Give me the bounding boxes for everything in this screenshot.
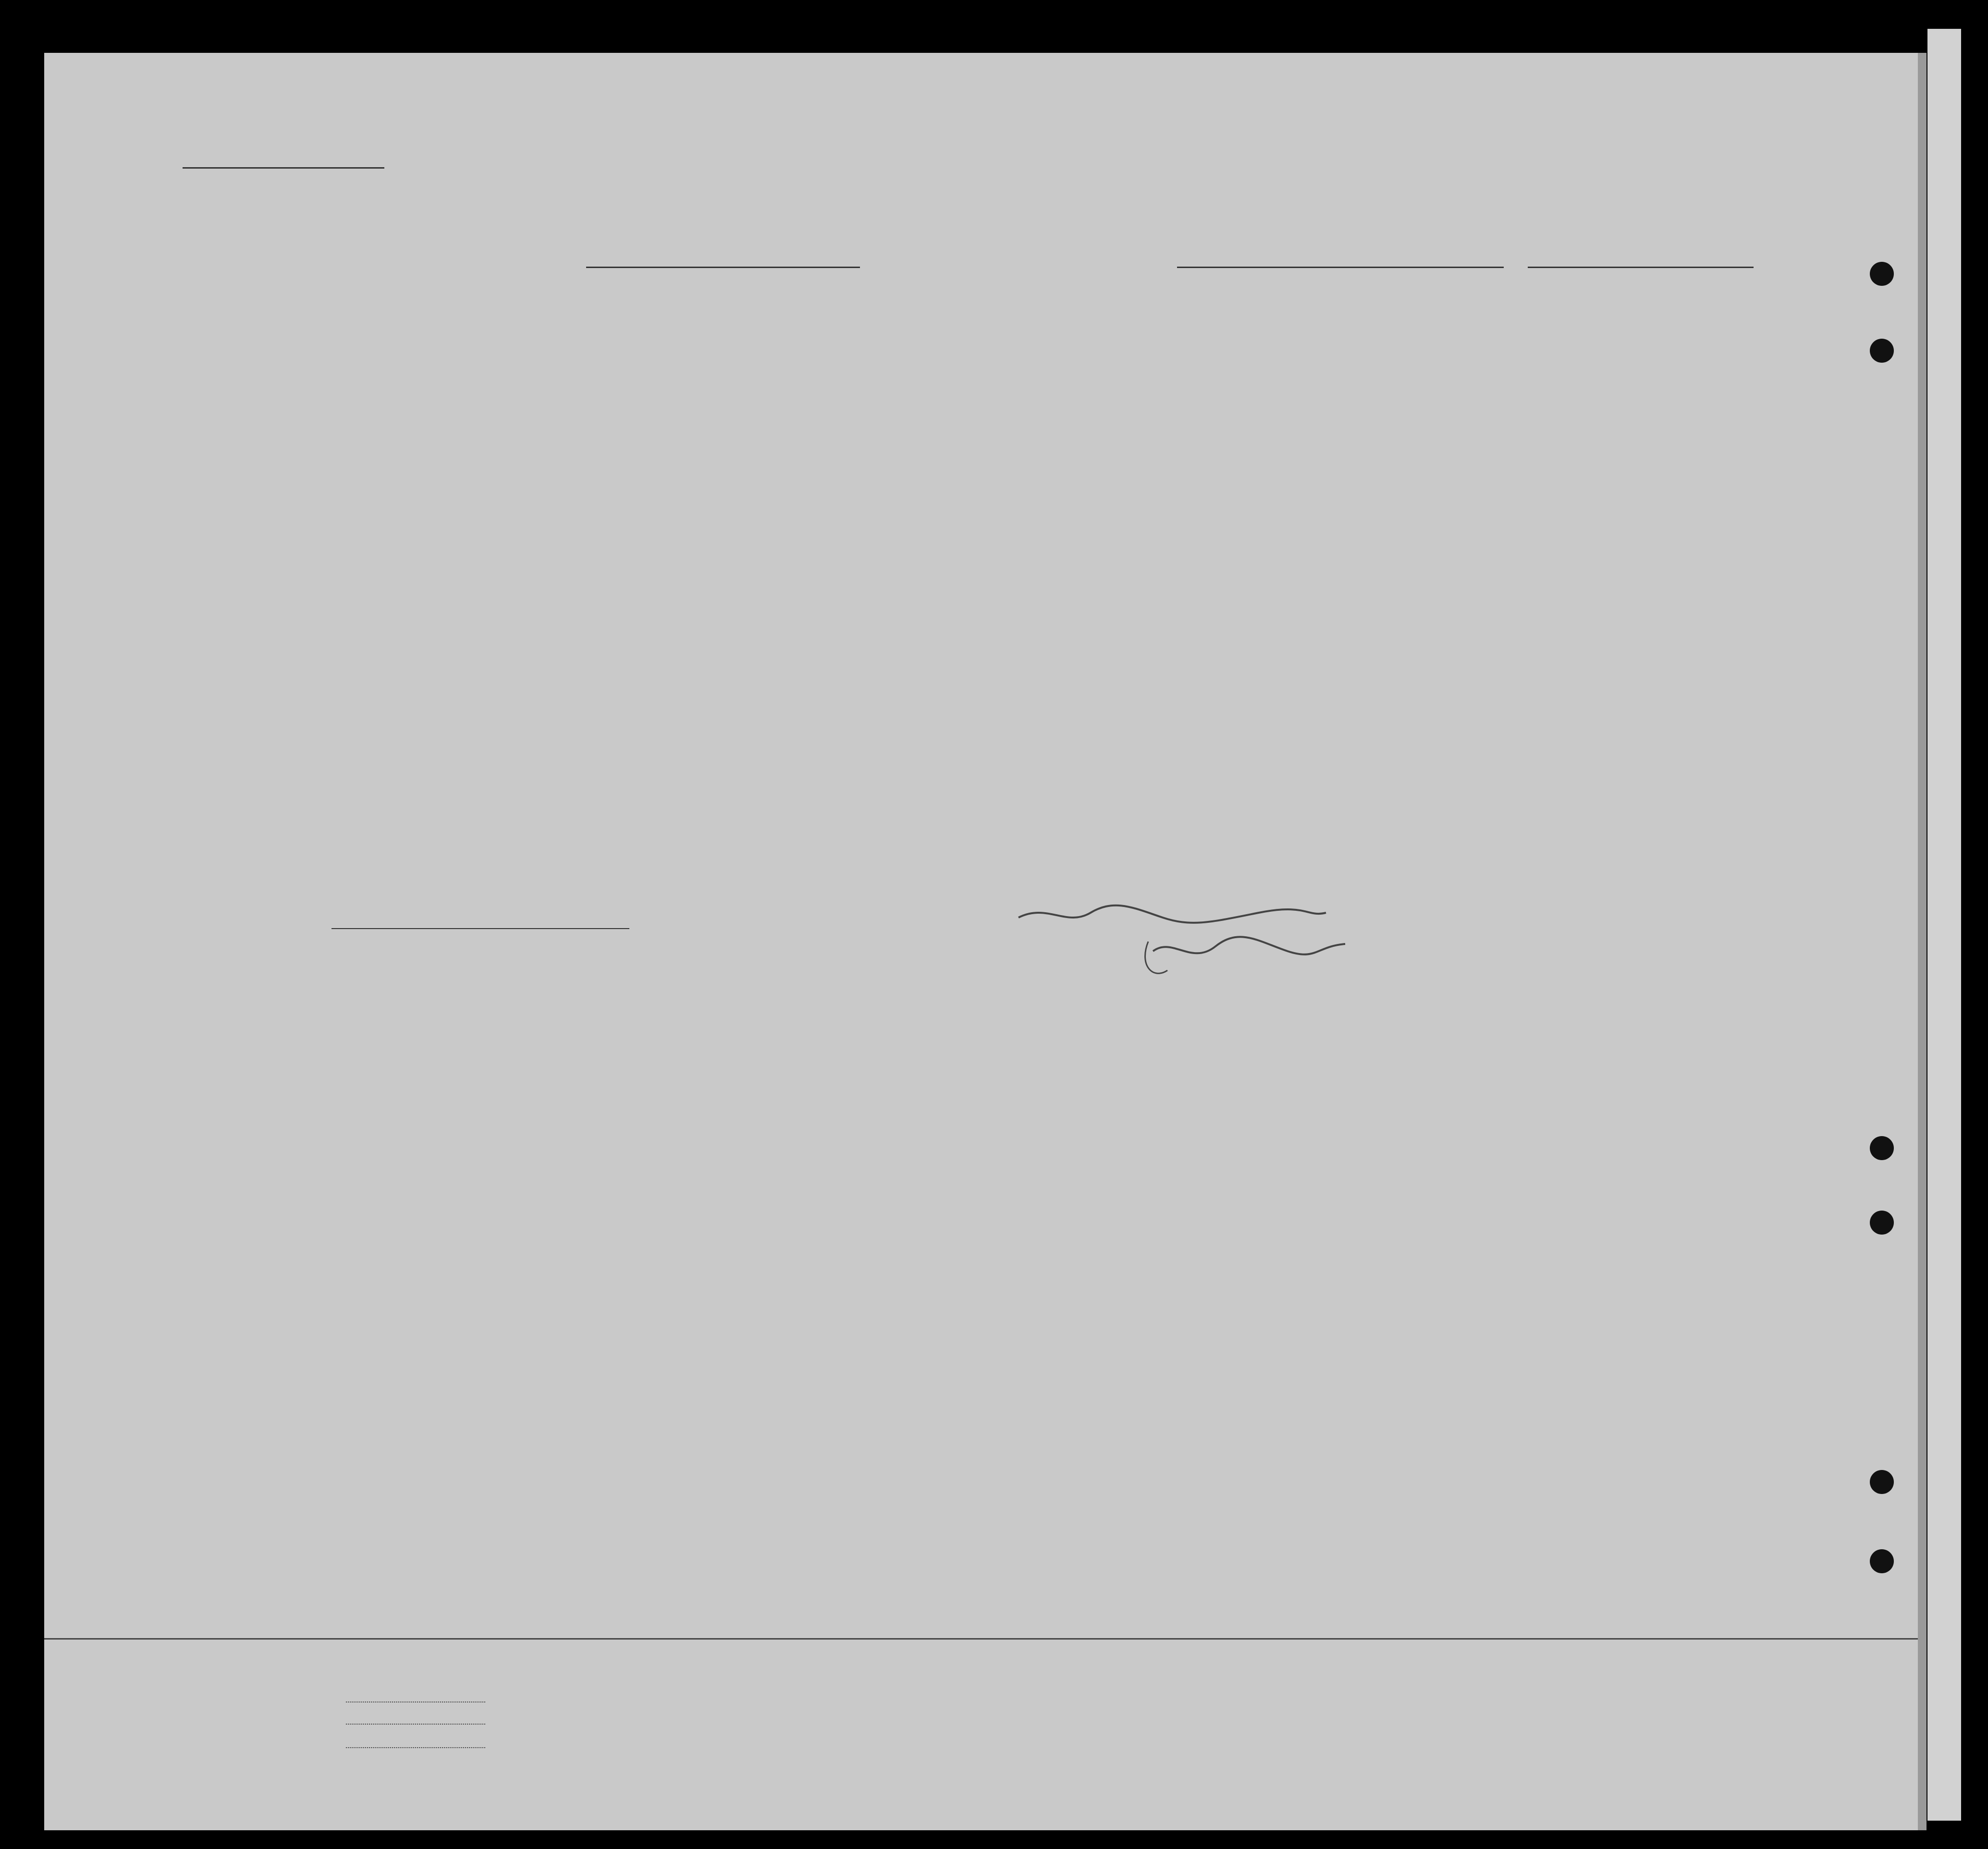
closed-underline bbox=[331, 928, 629, 929]
footer-rule bbox=[44, 1638, 1918, 1640]
aliens-field bbox=[346, 1747, 485, 1748]
us-citizens-field bbox=[346, 1724, 485, 1725]
inspector-signature bbox=[1009, 898, 1393, 994]
